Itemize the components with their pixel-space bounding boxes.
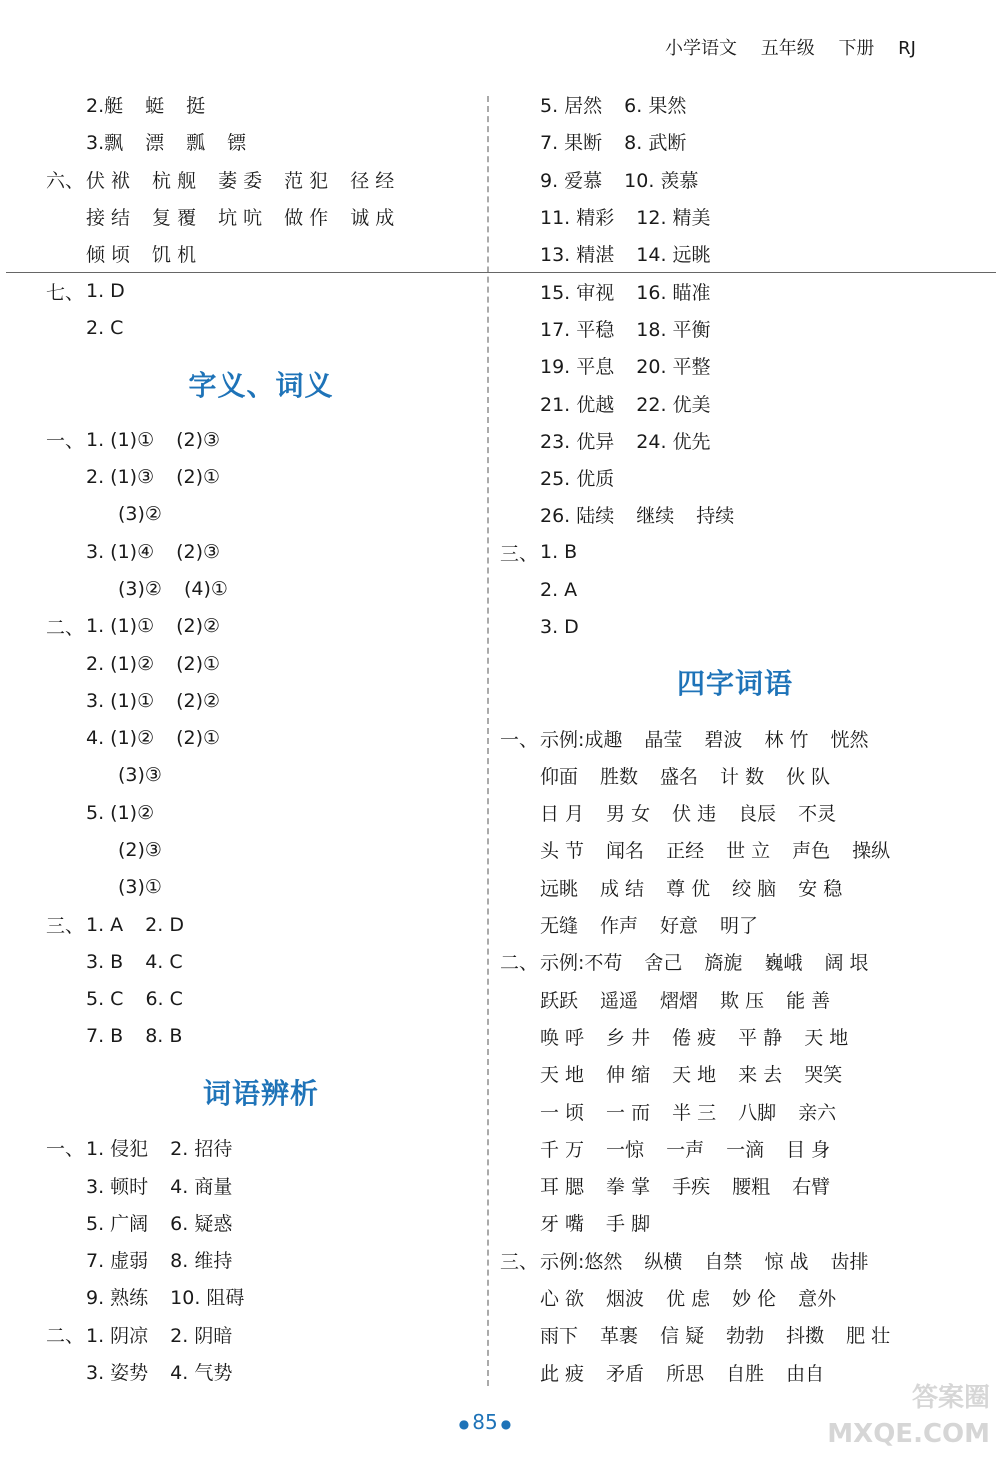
- answer-row: [500, 1242, 970, 1279]
- answer-token: 7. 果断: [540, 132, 603, 155]
- answer-row: [46, 1166, 476, 1203]
- answer-row: [46, 570, 476, 607]
- answer-token: 21. 优越: [540, 393, 615, 416]
- page-header: [647, 34, 916, 60]
- answer-token: 一惊: [606, 1138, 645, 1161]
- answer-token: 伏 袱: [86, 169, 131, 192]
- section-number: 二、: [46, 1324, 85, 1347]
- answer-row: [500, 719, 970, 756]
- answer-token: 心 欲: [540, 1288, 585, 1311]
- answer-token: 4. C: [145, 950, 183, 973]
- answer-token: 接 结: [86, 207, 131, 230]
- answer-token: 16. 瞄准: [636, 281, 711, 304]
- answer-token: 胜数: [600, 765, 639, 788]
- section-number: 三、: [500, 542, 539, 565]
- answer-token: (4)①: [183, 577, 228, 600]
- answer-token: 安 稳: [798, 877, 843, 900]
- answer-token: 2. 招待: [170, 1138, 233, 1161]
- answer-row: [46, 1018, 476, 1055]
- answer-token: 8. 维持: [170, 1250, 233, 1273]
- answer-token: 9. 爱慕: [540, 169, 603, 192]
- answer-token: 7. B: [86, 1025, 124, 1048]
- answer-token: 18. 平衡: [636, 318, 711, 341]
- answer-token: 示例:成趣: [540, 728, 623, 751]
- watermark-logo: 答案圈 MXQE.COM: [827, 1383, 990, 1449]
- section-number: 六、: [46, 169, 85, 192]
- section-title: 词语辨析: [202, 1077, 319, 1111]
- answer-token: 14. 远眺: [636, 244, 711, 267]
- answer-token: 2. A: [540, 578, 578, 601]
- answer-row: [500, 757, 970, 794]
- answer-row: [500, 1092, 970, 1129]
- answer-token: 世 立: [726, 840, 771, 863]
- answer-token: 2.艇: [86, 95, 124, 118]
- answer-token: 萎 委: [218, 169, 263, 192]
- answer-token: 10. 羡慕: [624, 169, 699, 192]
- answer-token: 4. (1)②: [86, 727, 155, 750]
- answer-token: 饥 机: [152, 244, 197, 267]
- answer-row: [46, 794, 476, 831]
- answer-row: [46, 161, 476, 198]
- answer-token: 良辰: [738, 803, 777, 826]
- answer-token: 信 疑: [660, 1325, 705, 1348]
- answer-token: 6. 果然: [624, 95, 687, 118]
- answer-row: [500, 422, 970, 459]
- answer-token: 做 作: [284, 207, 329, 230]
- answer-token: 头 节: [540, 840, 585, 863]
- answer-token: 手疾: [672, 1176, 711, 1199]
- answer-row: [500, 272, 970, 309]
- answer-row: [500, 1279, 970, 1316]
- answer-row: [500, 1018, 970, 1055]
- answer-token: 继续: [636, 505, 675, 528]
- answer-token: 坑 吭: [218, 207, 263, 230]
- answer-row: [500, 1130, 970, 1167]
- answer-token: 诚 成: [350, 207, 395, 230]
- answer-row: [500, 943, 970, 980]
- answer-row: [46, 608, 476, 645]
- answer-token: 3.飘: [86, 132, 124, 155]
- answer-token: 耳 腮: [540, 1176, 585, 1199]
- answer-token: 林 竹: [764, 728, 809, 751]
- answer-token: 右臂: [792, 1176, 831, 1199]
- answer-token: 半 三: [672, 1101, 717, 1124]
- answer-token: 天 地: [672, 1064, 717, 1087]
- answer-token: 哭笑: [804, 1064, 843, 1087]
- answer-token: 25. 优质: [540, 468, 615, 491]
- answer-token: 旖旎: [704, 952, 743, 975]
- section-number: 七、: [46, 281, 85, 304]
- answer-row: [500, 235, 970, 272]
- page-number: ● 85 ●: [458, 1410, 512, 1434]
- answer-token: (2)③: [176, 540, 221, 563]
- section-number: 一、: [46, 430, 85, 453]
- answer-token: 纵横: [644, 1250, 683, 1273]
- answer-token: 尊 优: [666, 877, 711, 900]
- answer-token: 天 地: [804, 1026, 849, 1049]
- answer-token: 声色: [792, 840, 831, 863]
- answer-row: [500, 869, 970, 906]
- answer-token: 抖擞: [786, 1325, 825, 1348]
- right-column: [500, 86, 970, 1391]
- answer-token: 操纵: [852, 840, 891, 863]
- section-title: 四字词语: [676, 667, 793, 701]
- answer-token: 示例:悠然: [540, 1250, 623, 1273]
- answer-token: 八脚: [738, 1101, 777, 1124]
- answer-token: 2. (1)③: [86, 466, 155, 489]
- answer-row: [46, 533, 476, 570]
- answer-token: 1. (1)①: [86, 428, 155, 451]
- answer-token: 3. D: [540, 615, 579, 638]
- answer-row: [46, 86, 476, 123]
- answer-token: 牙 嘴: [540, 1213, 585, 1236]
- answer-row: [500, 571, 970, 608]
- answer-token: 远眺: [540, 877, 579, 900]
- answer-token: 跃跃: [540, 989, 579, 1012]
- answer-token: 5. 广阔: [86, 1212, 149, 1235]
- answer-token: (3)②: [118, 503, 162, 526]
- answer-token: 由自: [786, 1362, 825, 1385]
- answer-row: [46, 1278, 476, 1315]
- answer-token: 倾 顷: [86, 244, 131, 267]
- answer-row: [46, 1204, 476, 1241]
- header-volume: 下册: [838, 38, 875, 59]
- answer-token: 2. 阴暗: [170, 1324, 233, 1347]
- answer-row: [500, 534, 970, 571]
- answer-token: (2)①: [176, 727, 221, 750]
- answer-token: 一 顷: [540, 1101, 585, 1124]
- header-grade: 五年级: [760, 38, 815, 59]
- answer-row: [46, 645, 476, 682]
- answer-row: [500, 1055, 970, 1092]
- answer-row: [46, 1353, 476, 1390]
- answer-token: 自禁: [704, 1250, 743, 1273]
- answer-token: 矛盾: [606, 1362, 645, 1385]
- answer-token: 2. (1)②: [86, 652, 155, 675]
- answer-token: 男 女: [606, 803, 651, 826]
- answer-token: 7. 虚弱: [86, 1250, 149, 1273]
- answer-token: 碧波: [704, 728, 743, 751]
- answer-token: 持续: [696, 505, 735, 528]
- answer-token: 13. 精湛: [540, 244, 615, 267]
- answer-token: 示例:不苟: [540, 952, 623, 975]
- answer-token: 复 覆: [152, 207, 197, 230]
- answer-row: [46, 682, 476, 719]
- answer-token: 11. 精彩: [540, 207, 615, 230]
- answer-token: 一声: [666, 1138, 705, 1161]
- answer-token: 伏 违: [672, 803, 717, 826]
- answer-token: 阔 垠: [824, 952, 869, 975]
- answer-token: 天 地: [540, 1064, 585, 1087]
- answer-token: (2)③: [118, 838, 162, 861]
- answer-row: [500, 831, 970, 868]
- answer-token: 腰粗: [732, 1176, 771, 1199]
- answer-token: 乡 井: [606, 1026, 651, 1049]
- answer-token: 齿排: [830, 1250, 869, 1273]
- answer-token: 1. 侵犯: [86, 1138, 149, 1161]
- answer-token: 能 善: [786, 989, 831, 1012]
- answer-row: [500, 161, 970, 198]
- answer-token: (3)③: [118, 764, 162, 787]
- answer-token: 3. (1)①: [86, 689, 155, 712]
- answer-token: 倦 疲: [672, 1026, 717, 1049]
- answer-token: 一 而: [606, 1101, 651, 1124]
- answer-row: [46, 458, 476, 495]
- answer-row: [500, 1167, 970, 1204]
- answer-row: [500, 608, 970, 645]
- answer-token: 绞 脑: [732, 877, 777, 900]
- answer-row: [500, 1316, 970, 1353]
- answer-row: [46, 421, 476, 458]
- answer-token: 瓢: [186, 132, 206, 155]
- answer-token: 22. 优美: [636, 393, 711, 416]
- answer-token: 1. D: [86, 280, 125, 303]
- answer-token: 好意: [660, 915, 699, 938]
- answer-row: [500, 384, 970, 421]
- answer-token: 杭 舰: [152, 169, 197, 192]
- answer-token: 23. 优异: [540, 430, 615, 453]
- answer-token: 日 月: [540, 803, 585, 826]
- answer-token: 6. C: [145, 988, 183, 1011]
- answer-token: 6. 疑惑: [170, 1212, 233, 1235]
- answer-row: [500, 1204, 970, 1241]
- answer-row: [500, 347, 970, 384]
- answer-token: 勃勃: [726, 1325, 765, 1348]
- answer-token: 亲六: [798, 1101, 837, 1124]
- answer-token: (2)③: [176, 428, 221, 451]
- answer-token: 成 结: [600, 877, 645, 900]
- answer-token: (2)②: [176, 615, 221, 638]
- answer-token: 5. 居然: [540, 95, 603, 118]
- answer-token: 仰面: [540, 765, 579, 788]
- answer-token: 镖: [227, 132, 247, 155]
- answer-token: 唤 呼: [540, 1026, 585, 1049]
- answer-token: 雨下: [540, 1325, 579, 1348]
- answer-token: 妙 伦: [732, 1288, 777, 1311]
- answer-row: [46, 310, 476, 347]
- answer-token: 漂: [145, 132, 165, 155]
- answer-token: 12. 精美: [636, 207, 711, 230]
- answer-token: 24. 优先: [636, 430, 711, 453]
- answer-token: 3. B: [86, 950, 124, 973]
- answer-token: 遥遥: [600, 989, 639, 1012]
- answer-token: 蜓: [145, 95, 165, 118]
- answer-token: 手 脚: [606, 1213, 651, 1236]
- answer-token: 盛名: [660, 765, 699, 788]
- answer-row: [46, 496, 476, 533]
- header-edition: RJ: [898, 38, 916, 59]
- answer-row: [500, 794, 970, 831]
- answer-token: 10. 阻碍: [170, 1287, 245, 1310]
- answer-token: 4. 商量: [170, 1175, 233, 1198]
- answer-token: 20. 平整: [636, 356, 711, 379]
- answer-token: 1. A: [86, 913, 124, 936]
- answer-token: 8. B: [145, 1025, 183, 1048]
- answer-token: 5. C: [86, 988, 124, 1011]
- answer-row: [500, 496, 970, 533]
- answer-row: [46, 981, 476, 1018]
- answer-row: [500, 86, 970, 123]
- answer-token: 肥 壮: [846, 1325, 891, 1348]
- answer-token: 无缝: [540, 915, 579, 938]
- column-divider: [487, 96, 489, 1386]
- answer-row: [46, 719, 476, 756]
- section-number: 二、: [46, 616, 85, 639]
- answer-token: (3)①: [118, 876, 162, 899]
- answer-token: 欺 压: [720, 989, 765, 1012]
- answer-token: 3. 姿势: [86, 1362, 149, 1385]
- answer-token: 计 数: [720, 765, 765, 788]
- answer-row: [46, 831, 476, 868]
- answer-token: 1. 阴凉: [86, 1324, 149, 1347]
- answer-token: 范 犯: [284, 169, 329, 192]
- answer-token: 径 经: [350, 169, 395, 192]
- answer-token: 不灵: [798, 803, 837, 826]
- answer-token: 千 万: [540, 1138, 585, 1161]
- answer-token: 晶莹: [644, 728, 683, 751]
- answer-token: 17. 平稳: [540, 318, 615, 341]
- answer-token: 闻名: [606, 840, 645, 863]
- answer-row: [500, 198, 970, 235]
- answer-token: 伸 缩: [606, 1064, 651, 1087]
- answer-token: 所思: [666, 1362, 705, 1385]
- answer-token: 一滴: [726, 1138, 765, 1161]
- answer-token: 2. D: [145, 913, 184, 936]
- answer-row: [46, 272, 476, 309]
- answer-token: 舍己: [644, 952, 683, 975]
- answer-token: 来 去: [738, 1064, 783, 1087]
- answer-row: [46, 198, 476, 235]
- answer-token: 烟波: [606, 1288, 645, 1311]
- answer-row: [46, 1241, 476, 1278]
- answer-token: 26. 陆续: [540, 505, 615, 528]
- answer-row: [500, 906, 970, 943]
- answer-row: [46, 1129, 476, 1166]
- answer-row: [500, 459, 970, 496]
- answer-token: 平 静: [738, 1026, 783, 1049]
- answer-token: 目 身: [786, 1138, 831, 1161]
- answer-token: 3. (1)④: [86, 540, 155, 563]
- answer-row: [46, 757, 476, 794]
- answer-token: 19. 平息: [540, 356, 615, 379]
- answer-token: 明了: [720, 915, 759, 938]
- answer-token: 5. (1)②: [86, 801, 155, 824]
- section-number: 一、: [46, 1138, 85, 1161]
- answer-token: 恍然: [830, 728, 869, 751]
- section-number: 一、: [500, 728, 539, 751]
- answer-token: 8. 武断: [624, 132, 687, 155]
- answer-token: 熠熠: [660, 989, 699, 1012]
- answer-token: 革裹: [600, 1325, 639, 1348]
- answer-token: 15. 审视: [540, 281, 615, 304]
- answer-token: 拳 掌: [606, 1176, 651, 1199]
- answer-token: 挺: [186, 95, 206, 118]
- answer-token: (2)②: [176, 689, 221, 712]
- left-column: [46, 86, 476, 1390]
- answer-row: [46, 235, 476, 272]
- section-number: 三、: [46, 915, 85, 938]
- section-number: 二、: [500, 952, 539, 975]
- answer-row: [500, 123, 970, 160]
- header-subject: 小学语文: [664, 38, 737, 59]
- answer-token: 惊 战: [764, 1250, 809, 1273]
- answer-token: 3. 顿时: [86, 1175, 149, 1198]
- answer-row: [46, 943, 476, 980]
- answer-token: 此 疲: [540, 1362, 585, 1385]
- answer-row: [46, 1316, 476, 1353]
- answer-token: (2)①: [176, 652, 221, 675]
- answer-token: 作声: [600, 915, 639, 938]
- answer-token: 巍峨: [764, 952, 803, 975]
- answer-token: 优 虑: [666, 1288, 711, 1311]
- answer-token: 正经: [666, 840, 705, 863]
- answer-row: [500, 310, 970, 347]
- section-title: 字义、词义: [188, 369, 334, 403]
- answer-token: 意外: [798, 1288, 837, 1311]
- answer-row: [46, 869, 476, 906]
- answer-token: 1. B: [540, 541, 578, 564]
- answer-token: 2. C: [86, 317, 124, 340]
- answer-token: 9. 熟练: [86, 1287, 149, 1310]
- answer-token: (3)②: [118, 577, 162, 600]
- answer-token: 1. (1)①: [86, 615, 155, 638]
- section-number: 三、: [500, 1250, 539, 1273]
- answer-token: 自胜: [726, 1362, 765, 1385]
- answer-row: [46, 123, 476, 160]
- answer-token: 伙 队: [786, 765, 831, 788]
- answer-row: [500, 981, 970, 1018]
- answer-token: 4. 气势: [170, 1362, 233, 1385]
- answer-token: (2)①: [176, 466, 221, 489]
- answer-row: [46, 906, 476, 943]
